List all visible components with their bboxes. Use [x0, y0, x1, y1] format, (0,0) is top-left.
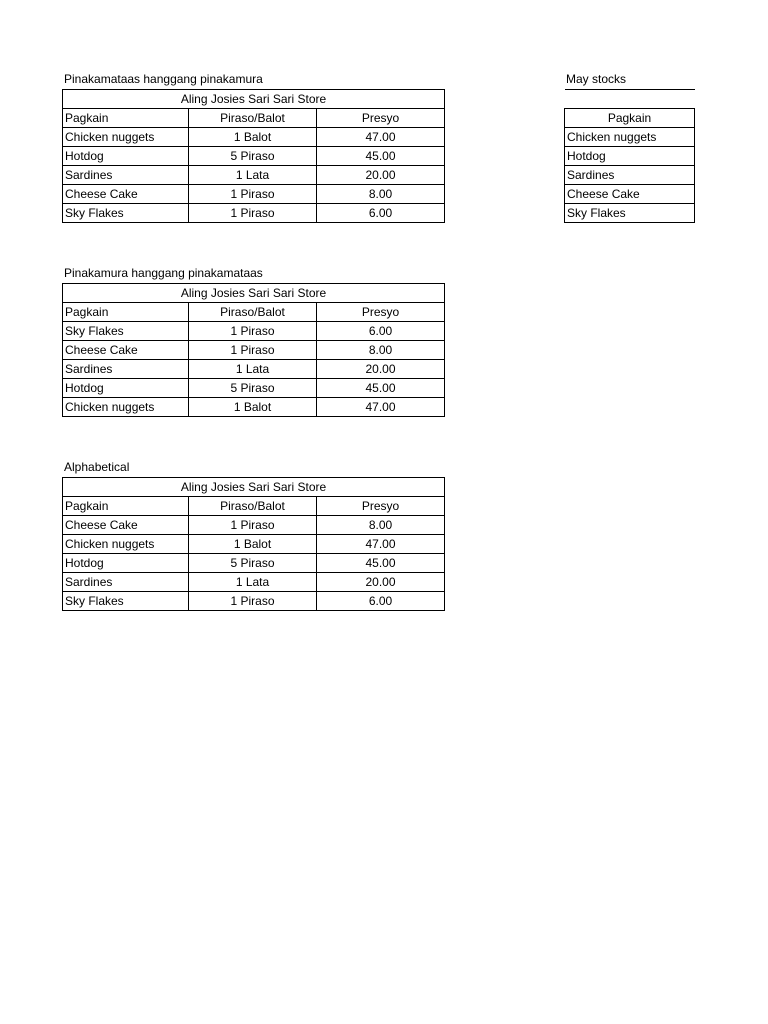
table-row — [63, 166, 445, 185]
table-title-row — [63, 478, 445, 497]
list-item — [565, 166, 695, 185]
stocks-item[interactable]: Chicken nuggets — [565, 128, 695, 147]
cell-presyo[interactable]: 45.00 — [317, 554, 445, 573]
cell-piraso-balot[interactable]: 1 Piraso — [189, 185, 317, 204]
stocks-item[interactable]: Cheese Cake — [565, 185, 695, 204]
cell-pagkain[interactable]: Sky Flakes — [63, 592, 189, 611]
table-row — [63, 322, 445, 341]
cell-pagkain[interactable]: Chicken nuggets — [63, 398, 189, 417]
stocks-item[interactable]: Sardines — [565, 166, 695, 185]
price-table-highest-to-lowest — [62, 89, 445, 223]
cell-presyo[interactable]: 8.00 — [317, 341, 445, 360]
cell-pagkain[interactable]: Chicken nuggets — [63, 128, 189, 147]
table-row — [63, 360, 445, 379]
section-caption-lowest-to-highest: Pinakamura hanggang pinakamataas — [64, 266, 263, 280]
table-row — [63, 185, 445, 204]
table-row — [63, 379, 445, 398]
cell-piraso-balot[interactable]: 1 Balot — [189, 398, 317, 417]
table-title-row — [63, 284, 445, 303]
cell-presyo[interactable]: 45.00 — [317, 147, 445, 166]
table-row — [63, 592, 445, 611]
cell-pagkain[interactable]: Hotdog — [63, 147, 189, 166]
list-item — [565, 128, 695, 147]
header-piraso-balot[interactable]: Piraso/Balot — [189, 497, 317, 516]
cell-presyo[interactable]: 6.00 — [317, 322, 445, 341]
cell-presyo[interactable]: 47.00 — [317, 398, 445, 417]
list-item — [565, 185, 695, 204]
cell-presyo[interactable]: 8.00 — [317, 516, 445, 535]
cell-pagkain[interactable]: Cheese Cake — [63, 516, 189, 535]
table-row — [63, 516, 445, 535]
header-presyo[interactable]: Presyo — [317, 497, 445, 516]
table-row — [63, 204, 445, 223]
header-presyo[interactable]: Presyo — [317, 303, 445, 322]
table-row — [63, 341, 445, 360]
cell-pagkain[interactable]: Hotdog — [63, 379, 189, 398]
header-pagkain[interactable]: Pagkain — [63, 303, 189, 322]
table-header-row — [63, 497, 445, 516]
section-caption-alphabetical: Alphabetical — [64, 460, 130, 474]
stocks-blank-cell[interactable] — [565, 90, 695, 109]
cell-piraso-balot[interactable]: 1 Piraso — [189, 592, 317, 611]
stocks-header-pagkain[interactable]: Pagkain — [565, 109, 695, 128]
stocks-caption: May stocks — [566, 72, 627, 86]
stocks-item[interactable]: Sky Flakes — [565, 204, 695, 223]
cell-piraso-balot[interactable]: 1 Piraso — [189, 322, 317, 341]
price-table-alphabetical — [62, 477, 445, 611]
header-piraso-balot[interactable]: Piraso/Balot — [189, 303, 317, 322]
cell-presyo[interactable]: 20.00 — [317, 360, 445, 379]
list-item — [565, 147, 695, 166]
header-piraso-balot[interactable]: Piraso/Balot — [189, 109, 317, 128]
cell-piraso-balot[interactable]: 1 Piraso — [189, 516, 317, 535]
table-row — [63, 398, 445, 417]
stocks-table — [564, 89, 695, 223]
cell-pagkain[interactable]: Cheese Cake — [63, 341, 189, 360]
table-row — [63, 554, 445, 573]
cell-piraso-balot[interactable]: 5 Piraso — [189, 147, 317, 166]
header-pagkain[interactable]: Pagkain — [63, 109, 189, 128]
cell-piraso-balot[interactable]: 1 Lata — [189, 573, 317, 592]
header-pagkain[interactable]: Pagkain — [63, 497, 189, 516]
table-row — [63, 573, 445, 592]
cell-piraso-balot[interactable]: 1 Lata — [189, 166, 317, 185]
section-caption-highest-to-lowest: Pinakamataas hanggang pinakamura — [64, 72, 263, 86]
cell-presyo[interactable]: 47.00 — [317, 128, 445, 147]
store-name-cell[interactable]: Aling Josies Sari Sari Store — [63, 90, 445, 109]
cell-presyo[interactable]: 45.00 — [317, 379, 445, 398]
cell-presyo[interactable]: 20.00 — [317, 573, 445, 592]
table-row — [63, 147, 445, 166]
cell-pagkain[interactable]: Cheese Cake — [63, 185, 189, 204]
cell-presyo[interactable]: 8.00 — [317, 185, 445, 204]
cell-pagkain[interactable]: Chicken nuggets — [63, 535, 189, 554]
cell-piraso-balot[interactable]: 1 Lata — [189, 360, 317, 379]
price-table-lowest-to-highest — [62, 283, 445, 417]
cell-pagkain[interactable]: Sardines — [63, 360, 189, 379]
store-name-cell[interactable]: Aling Josies Sari Sari Store — [63, 478, 445, 497]
table-title-row — [63, 90, 445, 109]
table-header-row — [63, 303, 445, 322]
cell-presyo[interactable]: 20.00 — [317, 166, 445, 185]
cell-pagkain[interactable]: Sky Flakes — [63, 322, 189, 341]
table-row — [63, 128, 445, 147]
cell-piraso-balot[interactable]: 5 Piraso — [189, 379, 317, 398]
stocks-header-row — [565, 109, 695, 128]
cell-pagkain[interactable]: Sardines — [63, 166, 189, 185]
stocks-item[interactable]: Hotdog — [565, 147, 695, 166]
cell-pagkain[interactable]: Hotdog — [63, 554, 189, 573]
table-row — [63, 535, 445, 554]
cell-presyo[interactable]: 6.00 — [317, 592, 445, 611]
cell-presyo[interactable]: 47.00 — [317, 535, 445, 554]
cell-pagkain[interactable]: Sky Flakes — [63, 204, 189, 223]
cell-presyo[interactable]: 6.00 — [317, 204, 445, 223]
cell-piraso-balot[interactable]: 1 Balot — [189, 535, 317, 554]
cell-piraso-balot[interactable]: 1 Balot — [189, 128, 317, 147]
stocks-blank-row — [565, 90, 695, 109]
cell-piraso-balot[interactable]: 1 Piraso — [189, 204, 317, 223]
table-header-row — [63, 109, 445, 128]
cell-pagkain[interactable]: Sardines — [63, 573, 189, 592]
header-presyo[interactable]: Presyo — [317, 109, 445, 128]
store-name-cell[interactable]: Aling Josies Sari Sari Store — [63, 284, 445, 303]
cell-piraso-balot[interactable]: 5 Piraso — [189, 554, 317, 573]
cell-piraso-balot[interactable]: 1 Piraso — [189, 341, 317, 360]
list-item — [565, 204, 695, 223]
